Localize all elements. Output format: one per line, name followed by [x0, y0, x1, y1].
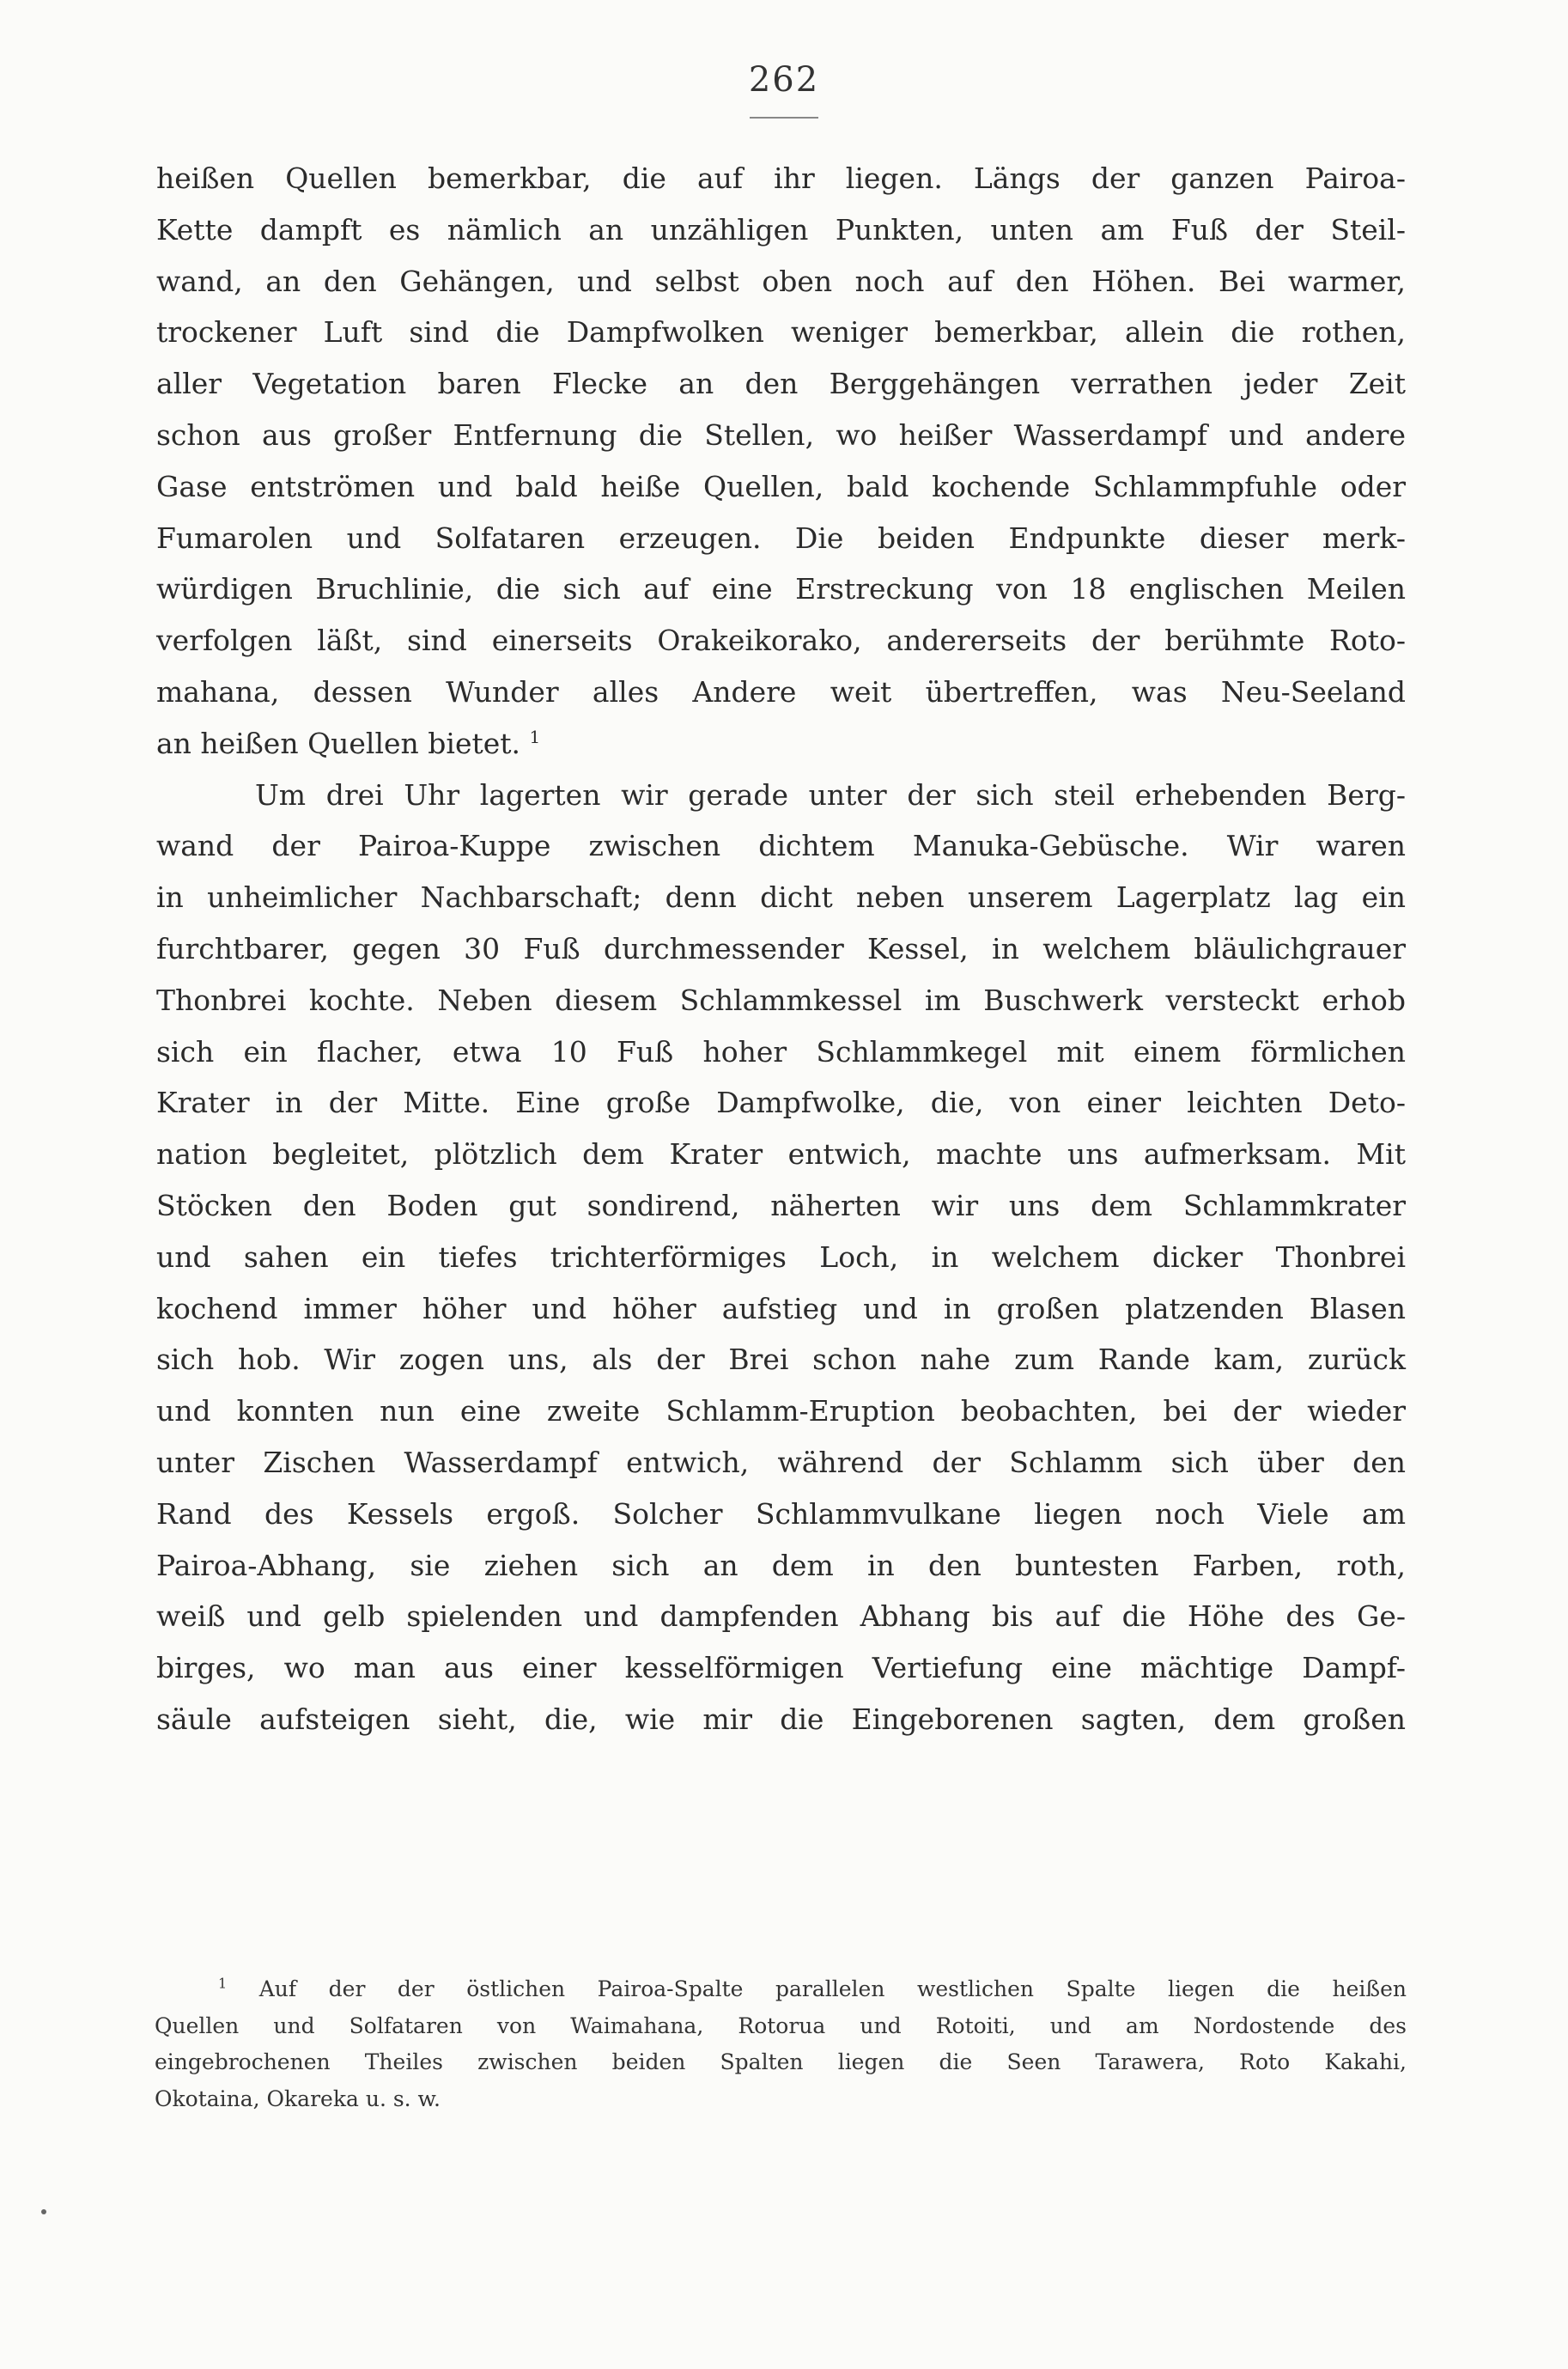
- header-rule: [750, 117, 818, 119]
- text-line: Kette dampft es nämlich an unzähligen Punkten, unten am Fuß der Steil-: [156, 212, 1406, 247]
- text-line: säule aufsteigen sieht, die, wie mir die Eingeborenen sagten, dem großen: [156, 1702, 1406, 1736]
- footnote-line-content: Auf der der östlichen Pairoa-Spalte parallelen westlichen Spalte liegen die heißen: [258, 1976, 1407, 2001]
- text-line: schon aus großer Entfernung die Stellen, wo heißer Wasserdampf und andere: [156, 417, 1406, 452]
- text-line: trockener Luft sind die Dampfwolken weniger bemerkbar, allein die rothen,: [156, 315, 1406, 350]
- footnote-line: Okotaina, Okareka u. s. w.: [155, 2086, 441, 2111]
- footnote-reference: 1: [529, 726, 541, 747]
- text-line-paragraph-start: Um drei Uhr lagerten wir gerade unter der sich steil erhebenden Berg-: [255, 777, 1406, 812]
- text-line: weiß und gelb spielenden und dampfenden Abhang bis auf die Höhe des Ge-: [156, 1599, 1406, 1634]
- text-line: nation begleitet, plötzlich dem Krater entwich, machte uns aufmerksam. Mit: [156, 1137, 1406, 1172]
- text-line: sich hob. Wir zogen uns, als der Brei schon nahe zum Rande kam, zurück: [156, 1343, 1406, 1377]
- text-line: Gase entströmen und bald heiße Quellen, bald kochende Schlammpfuhle oder: [156, 469, 1406, 503]
- text-line: Stöcken den Boden gut sondirend, näherten wir uns dem Schlammkrater: [156, 1188, 1406, 1222]
- text-line: würdigen Bruchlinie, die sich auf eine Erstreckung von 18 englischen Meilen: [156, 572, 1406, 606]
- footnote-line: Quellen und Solfataren von Waimahana, Rotorua und Rotoiti, und am Nordostende des: [155, 2013, 1407, 2038]
- main-text: [156, 153, 1406, 1745]
- footnote-line: [155, 1971, 1407, 2008]
- text-line: in unheimlicher Nachbarschaft; denn dicht neben unserem Lagerplatz lag ein: [156, 880, 1406, 915]
- text-line: birges, wo man aus einer kesselförmigen Vertiefung eine mächtige Dampf-: [156, 1651, 1406, 1685]
- text-line-paragraph-end: [156, 718, 1406, 770]
- text-line: und sahen ein tiefes trichterförmiges Loch, in welchem dicker Thonbrei: [156, 1239, 1406, 1274]
- text-line: furchtbarer, gegen 30 Fuß durchmessender Kessel, in welchem bläulichgrauer: [156, 931, 1406, 965]
- ink-speck: [41, 2209, 46, 2214]
- text-line: und konnten nun eine zweite Schlamm-Eruption beobachten, bei der wieder: [156, 1394, 1406, 1428]
- text-line: mahana, dessen Wunder alles Andere weit übertreffen, was Neu-Seeland: [156, 674, 1406, 709]
- text-line: Thonbrei kochte. Neben diesem Schlammkessel im Buschwerk versteckt erhob: [156, 983, 1406, 1017]
- text-line: Rand des Kessels ergoß. Solcher Schlammvulkane liegen noch Viele am: [156, 1496, 1406, 1531]
- footnote-line: eingebrochenen Theiles zwischen beiden Spalten liegen die Seen Tarawera, Roto Kakahi,: [155, 2049, 1407, 2074]
- text-line: Fumarolen und Solfataren erzeugen. Die beiden Endpunkte dieser merk-: [156, 521, 1406, 555]
- footnote-number: 1: [218, 1975, 228, 1992]
- text-line: kochend immer höher und höher aufstieg und in großen platzenden Blasen: [156, 1291, 1406, 1325]
- text-line: sich ein flacher, etwa 10 Fuß hoher Schlammkegel mit einem förmlichen: [156, 1034, 1406, 1069]
- page-number: 262: [748, 60, 820, 100]
- text-line: Krater in der Mitte. Eine große Dampfwolke, die, von einer leichten Deto-: [156, 1086, 1406, 1120]
- text-line: verfolgen läßt, sind einerseits Orakeikorako, andererseits der berühmte Roto-: [156, 624, 1406, 658]
- text-line: Pairoa-Abhang, sie ziehen sich an dem in den buntesten Farben, roth,: [156, 1548, 1406, 1582]
- text-line: heißen Quellen bemerkbar, die auf ihr liegen. Längs der ganzen Pairoa-: [156, 161, 1406, 195]
- footnote: [155, 1971, 1407, 2117]
- text-line-content: an heißen Quellen bietet.: [156, 726, 521, 760]
- text-line: wand der Pairoa-Kuppe zwischen dichtem Manuka-Gebüsche. Wir waren: [156, 829, 1406, 863]
- text-line: aller Vegetation baren Flecke an den Berggehängen verrathen jeder Zeit: [156, 367, 1406, 401]
- text-line: unter Zischen Wasserdampf entwich, während der Schlamm sich über den: [156, 1445, 1406, 1479]
- text-line: wand, an den Gehängen, und selbst oben noch auf den Höhen. Bei warmer,: [156, 264, 1406, 298]
